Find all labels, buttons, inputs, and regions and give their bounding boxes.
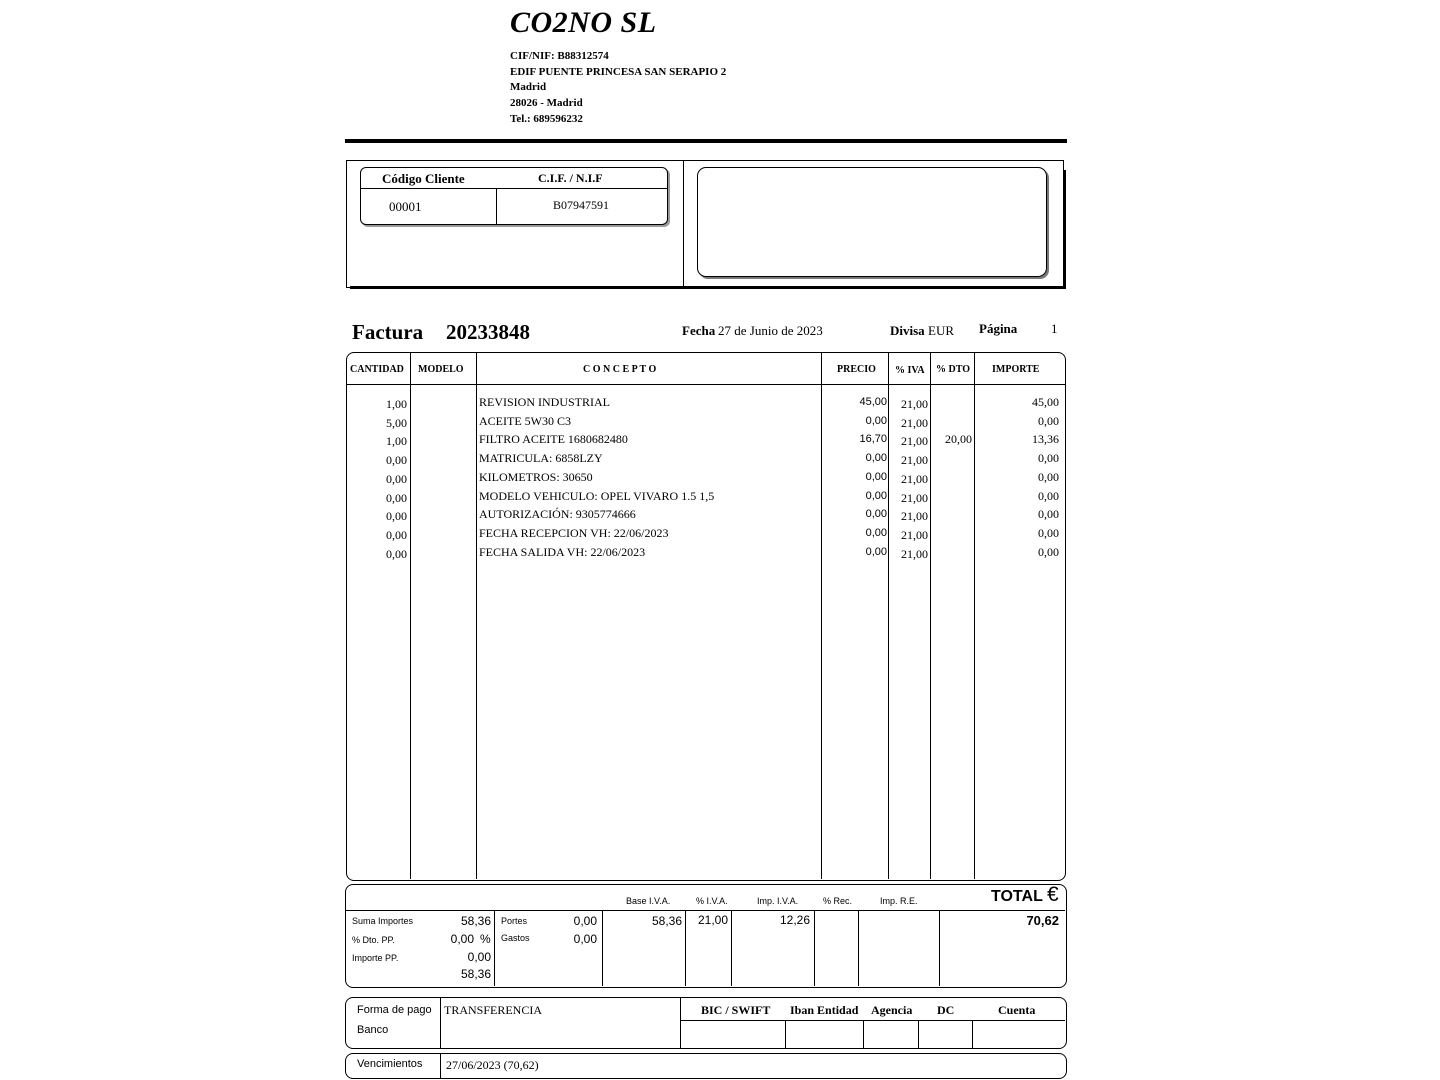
header-modelo: MODELO [418, 364, 464, 375]
company-postal: 28026 - Madrid [510, 97, 583, 109]
item-precio: 0,00 [865, 508, 887, 520]
date-label: Fecha [682, 323, 716, 338]
total-value: 70,62 [1026, 913, 1059, 928]
item-dto: 20,00 [945, 432, 972, 446]
company-phone: Tel.: 689596232 [510, 113, 583, 125]
client-address-box [697, 167, 1047, 277]
header-rule [345, 139, 1067, 143]
item-importe: 0,00 [1038, 526, 1059, 540]
item-importe: 0,00 [1038, 451, 1059, 465]
item-concepto: ACEITE 5W30 C3 [479, 414, 571, 428]
item-cantidad: 1,00 [386, 397, 407, 411]
portes-value: 0,00 [573, 914, 597, 928]
item-precio: 0,00 [865, 415, 887, 427]
item-iva: 21,00 [901, 397, 928, 411]
euro-symbol: € [1047, 883, 1059, 906]
item-iva: 21,00 [901, 453, 928, 467]
base-iva-value: 58,36 [651, 914, 682, 928]
dc-label: DC [937, 1003, 955, 1017]
subtotal-value: 58,36 [460, 967, 491, 981]
imp-re-label: Imp. R.E. [880, 896, 918, 906]
payment-method-label: Forma de pago [357, 1004, 432, 1016]
imp-iva-value: 12,26 [779, 913, 810, 927]
agency-label: Agencia [871, 1003, 913, 1017]
gastos-value: 0,00 [573, 932, 597, 946]
column-divider [888, 353, 889, 879]
page-number: 1 [1051, 321, 1058, 336]
client-nif-label: C.I.F. / N.I.F [538, 171, 603, 185]
item-precio: 0,00 [865, 527, 887, 539]
item-iva: 21,00 [901, 491, 928, 505]
item-concepto: AUTORIZACIÓN: 9305774666 [479, 507, 636, 521]
totals-divider [494, 910, 495, 986]
header-dto: % DTO [936, 364, 970, 375]
item-importe: 0,00 [1038, 489, 1059, 503]
item-importe: 0,00 [1038, 414, 1059, 428]
items-header-rule [347, 384, 1065, 385]
iban-label: Iban Entidad [790, 1003, 859, 1017]
account-label: Cuenta [998, 1003, 1036, 1017]
item-cantidad: 1,00 [386, 434, 407, 448]
item-concepto: FILTRO ACEITE 1680682480 [479, 432, 628, 446]
item-cantidad: 0,00 [386, 509, 407, 523]
item-iva: 21,00 [901, 509, 928, 523]
company-cif: CIF/NIF: B88312574 [510, 50, 609, 62]
pct-rec-label: % Rec. [823, 896, 853, 906]
due-divider [440, 1054, 441, 1078]
company-address: EDIF PUENTE PRINCESA SAN SERAPIO 2 [510, 66, 727, 78]
dto-pp-unit: % [480, 932, 491, 946]
header-concepto: C O N C E P T O [583, 364, 657, 375]
portes-label: Portes [501, 916, 528, 926]
item-cantidad: 0,00 [386, 547, 407, 561]
column-divider [476, 353, 477, 879]
item-cantidad: 0,00 [386, 491, 407, 505]
column-divider [974, 353, 975, 879]
pct-iva-label: % I.V.A. [696, 896, 728, 906]
item-iva: 21,00 [901, 472, 928, 486]
header-precio: PRECIO [837, 364, 876, 375]
company-city: Madrid [510, 81, 547, 93]
item-concepto: MODELO VEHICULO: OPEL VIVARO 1.5 1,5 [479, 489, 715, 503]
totals-divider [858, 910, 859, 986]
bank-divider [918, 1020, 919, 1048]
due-label: Vencimientos [357, 1058, 423, 1070]
imp-iva-label: Imp. I.V.A. [757, 896, 799, 906]
bank-divider [863, 1020, 864, 1048]
bank-divider [972, 1020, 973, 1048]
currency-label: Divisa [890, 323, 925, 338]
column-divider [821, 353, 822, 879]
item-importe: 45,00 [1032, 395, 1059, 409]
header-iva: % IVA [895, 365, 925, 376]
bank-header-rule [680, 1020, 1065, 1021]
item-concepto: KILOMETROS: 30650 [479, 470, 593, 484]
gastos-label: Gastos [501, 933, 530, 943]
totals-header-rule [346, 910, 1065, 911]
item-precio: 0,00 [865, 471, 887, 483]
item-precio: 0,00 [865, 546, 887, 558]
item-cantidad: 5,00 [386, 416, 407, 430]
invoice-number: 20233848 [446, 320, 530, 344]
client-block-shadow [1063, 170, 1066, 288]
payment-divider [440, 998, 441, 1048]
client-code-value: 00001 [389, 199, 422, 214]
client-nif-value: B07947591 [553, 198, 610, 212]
item-iva: 21,00 [901, 416, 928, 430]
column-divider [410, 353, 411, 879]
totals-divider [602, 910, 603, 986]
importe-pp-label: Importe PP. [352, 953, 399, 963]
totals-divider [685, 910, 686, 986]
payment-divider [680, 998, 681, 1048]
header-importe: IMPORTE [992, 364, 1040, 375]
pct-iva-value: 21,00 [697, 913, 728, 927]
bic-label: BIC / SWIFT [701, 1003, 771, 1017]
item-cantidad: 0,00 [386, 528, 407, 542]
item-concepto: FECHA RECEPCION VH: 22/06/2023 [479, 526, 669, 540]
item-concepto: MATRICULA: 6858LZY [479, 451, 603, 465]
item-iva: 21,00 [901, 528, 928, 542]
date-value: 27 de Junio de 2023 [718, 323, 823, 338]
client-block-divider [683, 161, 684, 287]
item-precio: 0,00 [865, 452, 887, 464]
bank-divider [785, 1020, 786, 1048]
base-iva-label: Base I.V.A. [626, 896, 671, 906]
currency-value: EUR [928, 323, 954, 338]
client-block-shadow [350, 286, 1066, 289]
totals-divider [731, 910, 732, 986]
invoice-label: Factura [352, 320, 424, 344]
column-divider [930, 353, 931, 879]
item-concepto: REVISION INDUSTRIAL [479, 395, 610, 409]
company-name: CO2NO SL [510, 6, 657, 39]
page-label: Página [979, 321, 1018, 336]
item-precio: 45,00 [859, 396, 887, 408]
bank-label: Banco [357, 1024, 389, 1036]
item-importe: 0,00 [1038, 545, 1059, 559]
dto-pp-value: 0,00 [450, 932, 474, 946]
item-importe: 0,00 [1038, 507, 1059, 521]
totals-divider [939, 910, 940, 986]
payment-method-value: TRANSFERENCIA [444, 1003, 543, 1017]
item-importe: 13,36 [1032, 432, 1059, 446]
suma-label: Suma Importes [352, 916, 414, 926]
item-iva: 21,00 [901, 547, 928, 561]
header-cantidad: CANTIDAD [350, 364, 404, 375]
total-label: TOTAL [991, 888, 1043, 905]
item-iva: 21,00 [901, 434, 928, 448]
item-precio: 0,00 [865, 490, 887, 502]
totals-divider [814, 910, 815, 986]
suma-value: 58,36 [460, 914, 491, 928]
dto-pp-label: % Dto. PP. [352, 935, 395, 945]
item-importe: 0,00 [1038, 470, 1059, 484]
item-cantidad: 0,00 [386, 472, 407, 486]
item-cantidad: 0,00 [386, 453, 407, 467]
item-concepto: FECHA SALIDA VH: 22/06/2023 [479, 545, 646, 559]
importe-pp-value: 0,00 [467, 950, 491, 964]
item-precio: 16,70 [859, 433, 887, 445]
due-value: 27/06/2023 (70,62) [446, 1058, 539, 1072]
client-code-label: Código Cliente [382, 171, 465, 186]
